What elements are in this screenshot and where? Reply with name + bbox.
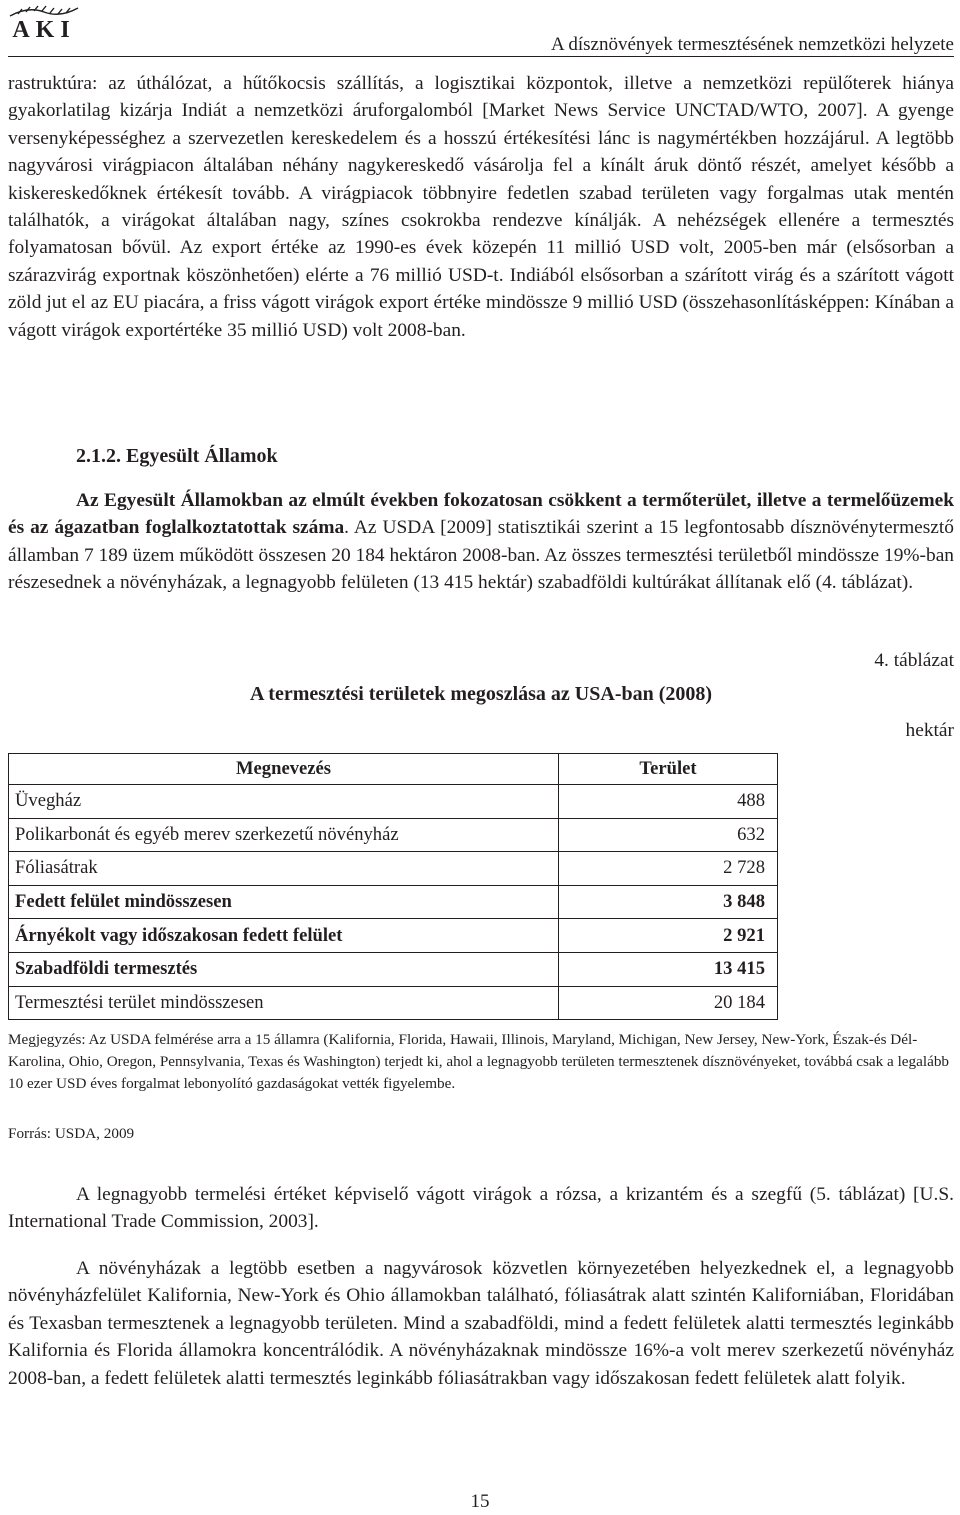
table-row	[9, 952, 778, 986]
row-name: Szabadföldi termesztés	[9, 952, 559, 986]
row-value: 20 184	[559, 986, 778, 1020]
header-area: Terület	[559, 754, 778, 785]
row-name: Polikarbonát és egyéb merev szerkezetű növényház	[9, 818, 559, 852]
row-value: 3 848	[559, 885, 778, 919]
table-unit: hektár	[905, 720, 954, 741]
logo-text: AKI	[12, 17, 76, 43]
table-row	[9, 986, 778, 1020]
page-number: 15	[470, 1491, 490, 1512]
table-row	[9, 885, 778, 919]
row-name: Üvegház	[9, 785, 559, 819]
running-title: A dísznövények termesztésének nemzetközi helyzete	[550, 34, 954, 55]
header-divider	[8, 56, 954, 57]
paragraph-india: rastruktúra: az úthálózat, a hűtőkocsis szállítás, a logisztikai központok, illetve a nemzetközi repülőterek hiánya gyakorlatilag kizárja Indiát a nemzetközi áruforgalomból [Market News Service UNCTAD/WTO, 2007]. A gyenge versenyképességhez a szervezetlen kereskedelem és a hosszú értékesítési lánc is nagymértékben hozzájárul. A legtöbb nagyvárosi virágpiacon általában néhány nagykereskedő vásárolja fel a kínált áruk döntő részét, amelyet később a kiskereskedőknek értékesít tovább. A virágpiacok többnyire fedetlen szabad területen vagy forgalmas utak mentén találhatók, a virágokat általában nagy, színes csokrokba rendezve kínálják. A nehézségek ellenére a termesztés folyamatosan bővül. Az export értéke az 1990-es évek közepén 11 millió USD volt, 2005-ben már (elsősorban a szárazvirág exportnak köszönhetően) elérte a 76 millió USD-t. Indiából elsősorban a szárított virág és a szárított vágott zöld jut el az EU piacára, a friss vágott virágok export értéke mindössze 9 millió USD (összehasonlításképpen: Kínában a vágott virágok exportértéke 35 millió USD) volt 2008-ban.	[8, 73, 954, 341]
section-heading: 2.1.2. Egyesült Államok	[76, 445, 278, 467]
table-number: 4. táblázat	[874, 650, 954, 671]
row-value: 2 921	[559, 919, 778, 953]
row-value: 2 728	[559, 852, 778, 886]
row-name: Fedett felület mindösszesen	[9, 885, 559, 919]
paragraph-greenhouses: A növényházak a legtöbb esetben a nagyvárosok közvetlen környezetében helyezkednek el, a legnagyobb növényházfelület Kalifornia, New-York és Ohio államokban található, fóliasátrak alatt szintén Kaliforniában, Floridában és Texasban termesztenek a legnagyobb területen. Mind a szabadföldi, mind a fedett felületek alatti termesztés leginkább Kalifornia és Florida államokra koncentrálódik. A növényházaknak mindössze 16%-a volt merev szerkezetű növényház 2008-ban, a fedett felületek alatti termesztés leginkább fóliasátrakban vagy időszakosan fedett felületek alatt folyik.	[8, 1258, 954, 1389]
paragraph-usa-intro	[8, 487, 954, 597]
page-header	[8, 4, 954, 56]
table-header-row	[9, 754, 778, 785]
table-title: A termesztési területek megoszlása az USA-ban (2008)	[249, 683, 713, 705]
table-note: Megjegyzés: Az USDA felmérése arra a 15 államra (Kalifornia, Florida, Hawaii, Illinois, Maryland, Michigan, New Jersey, New-York, Észak-és Dél-Karolina, Ohio, Oregon, Pennsylvania, Texas és Washington) terjedt ki, ahol a legnagyobb területen termesztenek dísznövényeket, továbbá csak a legalább 10 ezer USD éves forgalmat lebonyolító gazdaságokat vették figyelembe.	[8, 1031, 950, 1092]
row-name: Fóliasátrak	[9, 852, 559, 886]
row-name: Termesztési terület mindösszesen	[9, 986, 559, 1020]
header-name: Megnevezés	[9, 754, 559, 785]
row-name: Árnyékolt vagy időszakosan fedett felület	[9, 919, 559, 953]
row-value: 13 415	[559, 952, 778, 986]
aki-logo	[8, 4, 80, 44]
table-row	[9, 852, 778, 886]
table-row	[9, 818, 778, 852]
table-row	[9, 919, 778, 953]
area-table	[8, 753, 778, 1020]
paragraph-usa-rest: . Az USDA [2009] statisztikái szerint a 15 legfontosabb dísznövénytermesztő államban 7 189 üzem működött összesen 20 184 hektáron 2008-ban. Az összes termesztési területből mindössze 19%-ban részesednek a növényházak, a legnagyobb felületen (13 415 hektár) szabadföldi kultúrákat állítanak elő (4. táblázat).	[8, 517, 954, 594]
table-source: Forrás: USDA, 2009	[8, 1125, 135, 1142]
paragraph-cut-flowers: A legnagyobb termelési értéket képviselő vágott virágok a rózsa, a krizantém és a szegfű (5. táblázat) [U.S. International Trade Commission, 2003].	[8, 1184, 954, 1233]
row-value: 632	[559, 818, 778, 852]
row-value: 488	[559, 785, 778, 819]
table-row	[9, 785, 778, 819]
paragraph-usa-lead: Az Egyesült Államokban az elmúlt években fokozatosan csökkent a termőterület, illetve a termelőüzemek és az ágazatban foglalkoztatottak száma	[8, 490, 954, 539]
